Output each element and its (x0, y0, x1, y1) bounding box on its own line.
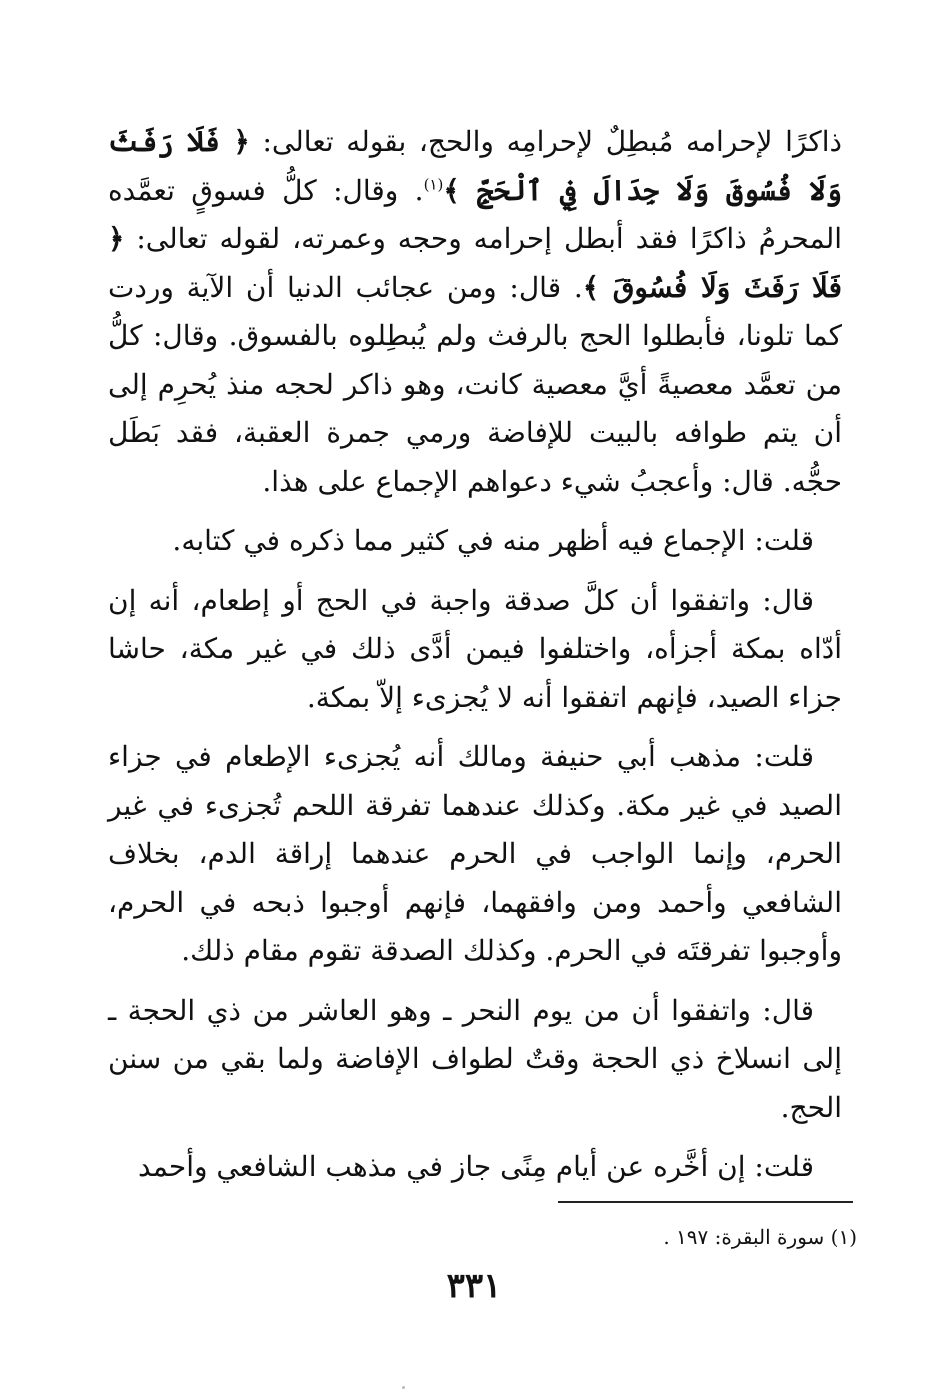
text-run: . وقال: كلُّ فسوقٍ تعمَّده المحرمُ ذاكرًا فقد أبطل إحرامه وحجه وعمرته، لقوله تعالى: (108, 173, 842, 255)
paragraph-6: قلت: إن أخَّره عن أيام مِنًى جاز في مذهب الشافعي وأحمد (138, 1150, 814, 1183)
paragraph-5: قال: واتفقوا أن من يوم النحر ـ وهو العاشر من ذي الحجة ـ إلى انسلاخ ذي الحجة وقتٌ لطواف الإفاضة ولما بقي من سنن الحج. (108, 993, 842, 1124)
scan-speck (402, 1386, 405, 1389)
quran-quote: ﴿ فَلَا رَفَثَ وَلَا فُسُوقَ ﴾ (108, 222, 842, 304)
paragraph-2: قلت: الإجماع فيه أظهر منه في كثير مما ذكره في كتابه. (172, 524, 814, 557)
footnote-reference: (١) (423, 175, 444, 194)
paragraph-1 (108, 118, 842, 506)
text-run: . قال: ومن عجائب الدنيا أن الآية وردت كما تلونا، فأبطلوا الحج بالرفث ولم يُبطِلوه بالفسوق. وقال: كلُّ من تعمَّد معصيةً أيَّ معصية كانت، وهو ذاكر لحجه منذ يُحرِم إلى أن يتم طوافه بالبيت للإفاضة ورمي جمرة العقبة، فقد بَطَل حجُّه. قال: وأعجبُ شيء دعواهم الإجماع على هذا. (108, 270, 843, 498)
paragraph-4: قلت: مذهب أبي حنيفة ومالك أنه يُجزىء الإطعام في جزاء الصيد في غير مكة. وكذلك عندهما تفرقة اللحم تُجزىء في غير الحرم، وإنما الواجب في الحرم عندهما إراقة الدم، بخلاف الشافعي وأحمد ومن وافقهما، فإنهم أوجبوا ذبحه في الحرم، وأوجبوا تفرقتَه في الحرم. وكذلك الصدقة تقوم مقام ذلك. (108, 740, 842, 967)
text-run: ذاكرًا لإحرامه مُبطِلٌ لإحرامِه والحج، بقوله تعالى: (249, 125, 842, 158)
main-text (108, 118, 842, 1192)
page-number: ٣٣١ (446, 1266, 502, 1306)
footnote-separator (558, 1201, 853, 1203)
paragraph-3: قال: واتفقوا أن كلَّ صدقة واجبة في الحج أو إطعام، أنه إن أدّاه بمكة أجزأه، واختلفوا فيمن أدَّى ذلك في غير مكة، حاشا جزاء الصيد، فإنهم اتفقوا أنه لا يُجزىء إلاّ بمكة. (108, 583, 842, 714)
footnote: (١) سورة البقرة: ١٩٧ . (663, 1225, 857, 1249)
quran-quote: ﴿ فَلَا رَفَثَ وَلَا فُسُوقَ وَلَا جِدَالَ فِي ٱلْحَجِّ ﴾ (108, 125, 842, 207)
